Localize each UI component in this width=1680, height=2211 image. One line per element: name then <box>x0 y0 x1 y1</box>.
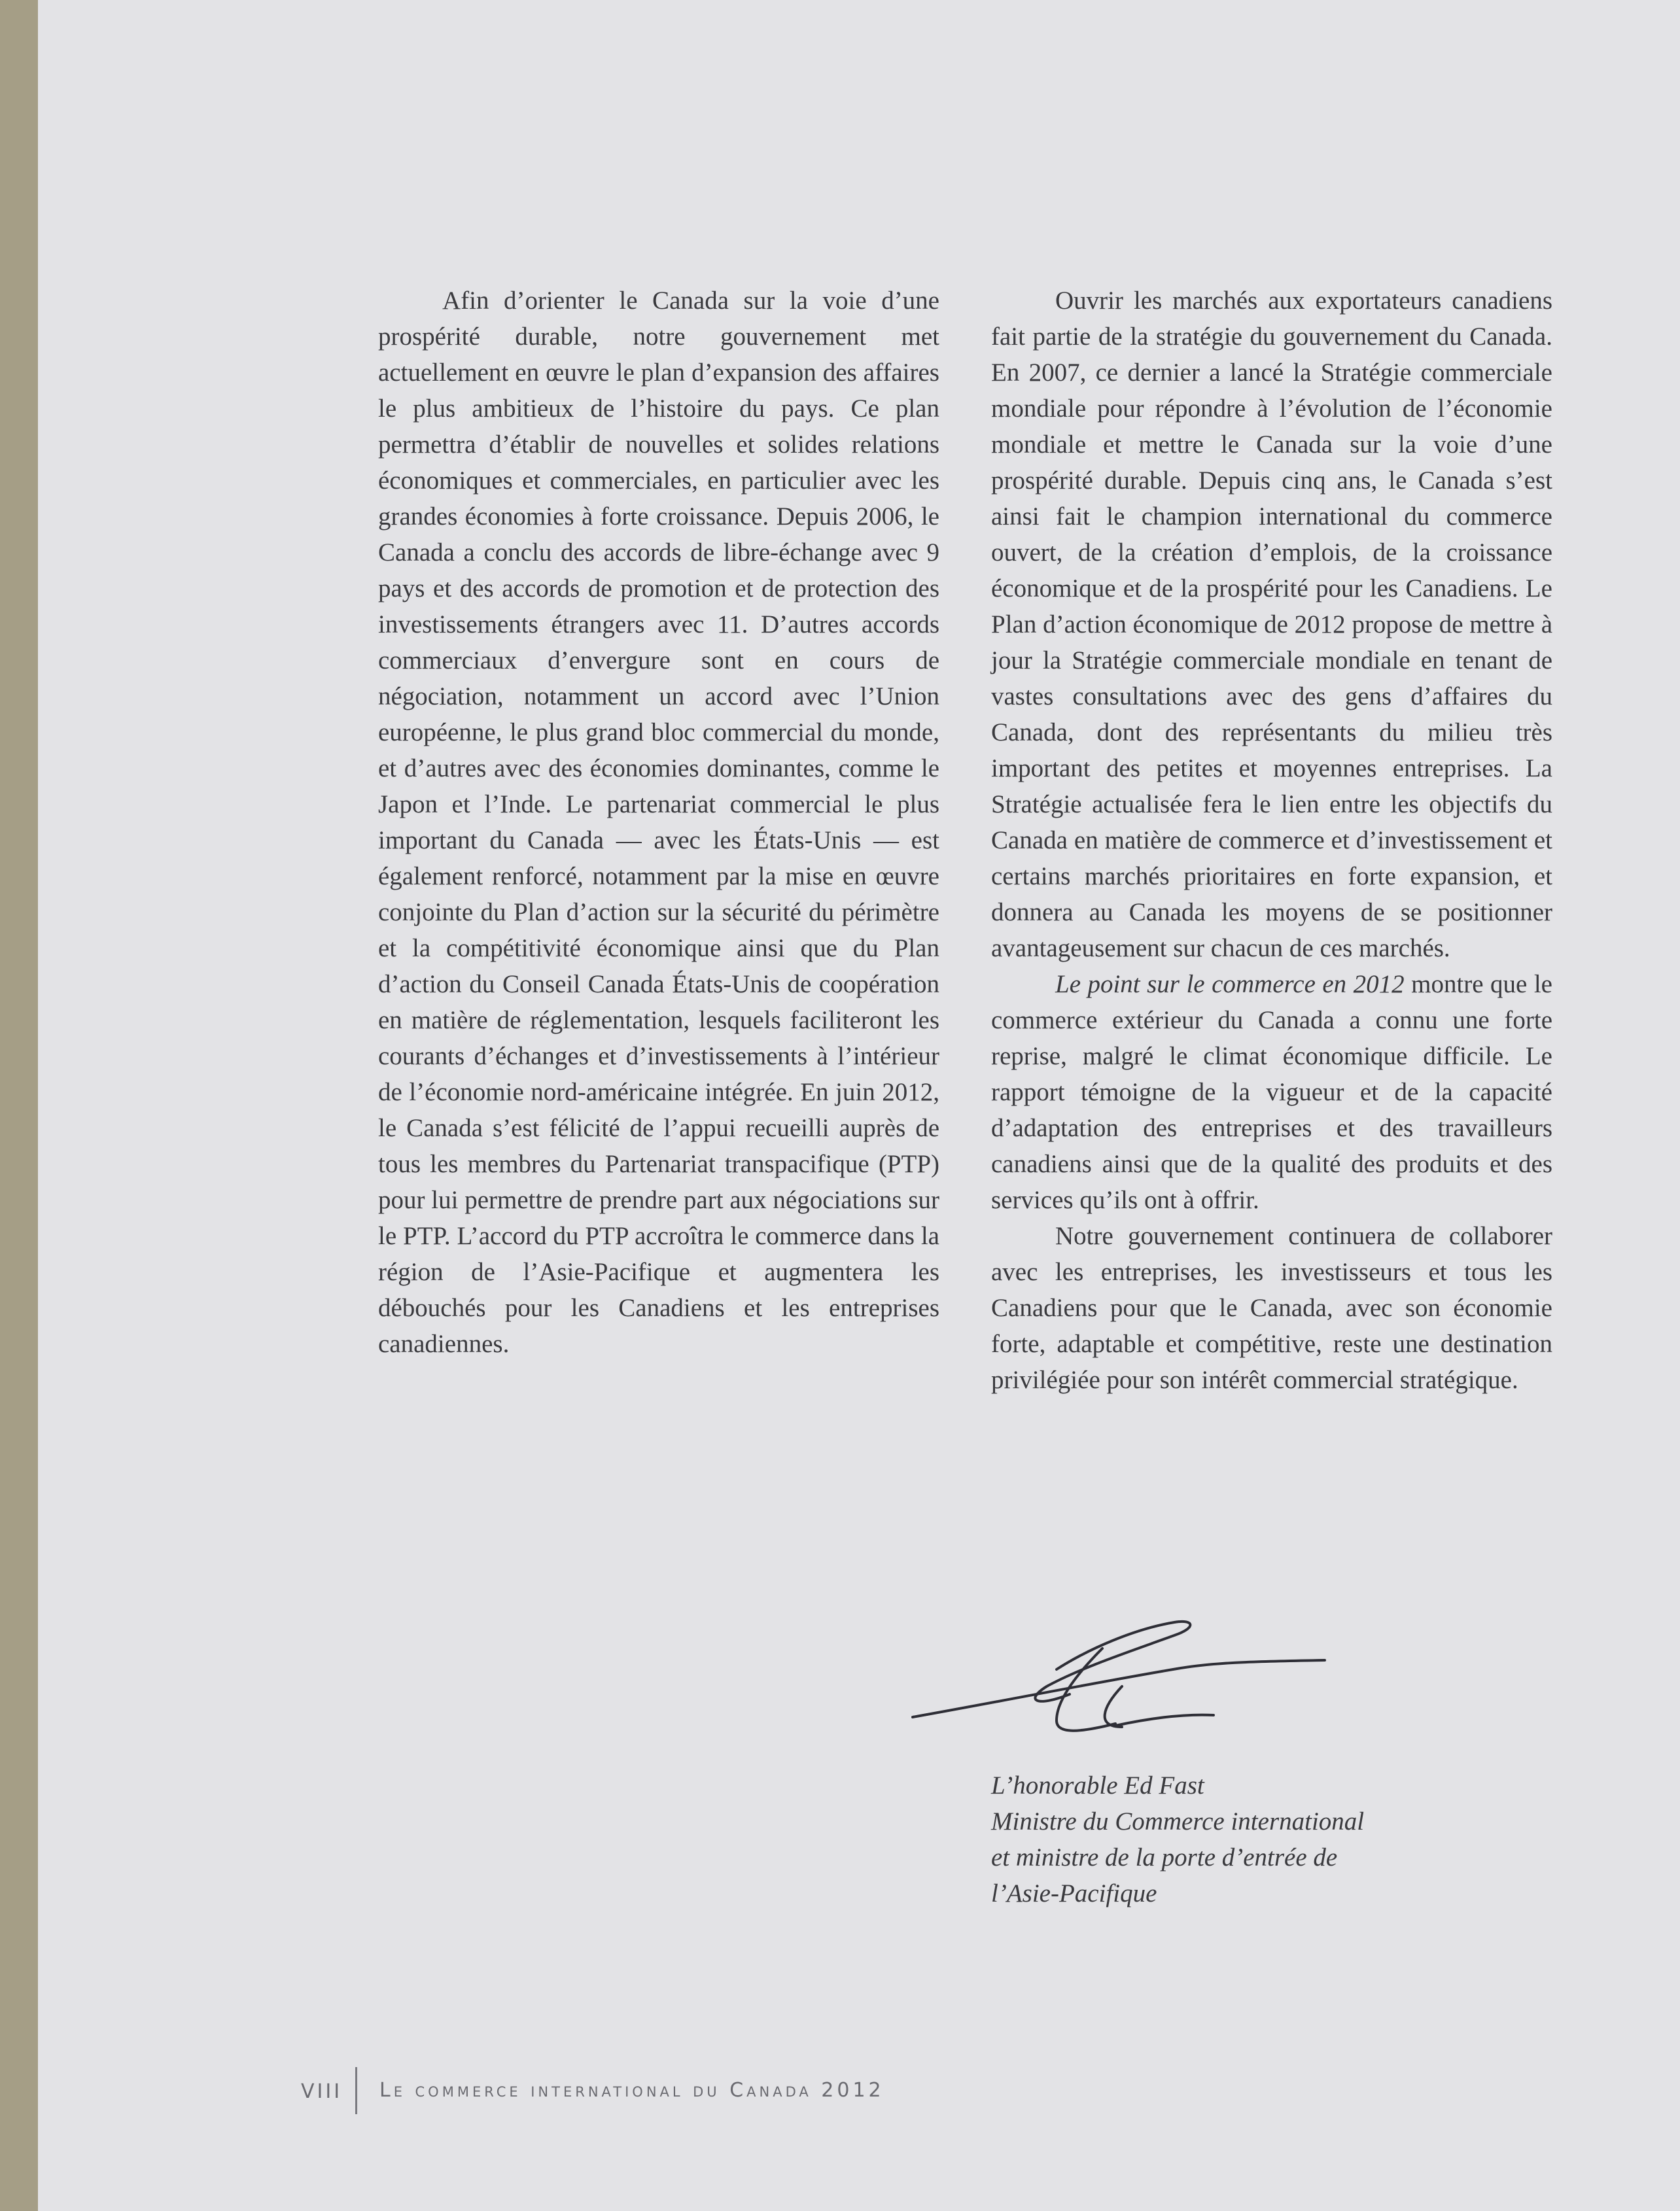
right-column <box>991 283 1552 1398</box>
left-column <box>378 283 939 1362</box>
handwritten-signature <box>906 1609 1331 1750</box>
running-head: Le commerce international du Canada 2012 <box>379 2079 884 2102</box>
page-number: VIII <box>301 2080 343 2103</box>
footer-divider <box>355 2067 357 2114</box>
signatory-title: Ministre du Commerce international <box>991 1807 1365 1836</box>
paragraph: Afin d’orienter le Canada sur la voie d’une prospérité durable, notre gouvernement met actuellement en œuvre le plan d’expansion des affaires le plus ambitieux de l’histoire du pays. Ce plan permettra d’établir de nouvelles et solides relations économiques et commerciales, en particulier avec les grandes économies à forte croissance. Depuis 2006, le Canada a conclu des accords de libre-échange avec 9 pays et des accords de promotion et de protection des investissements étrangers avec 11. D’autres accords commerciaux d’envergure sont en cours de négociation, notamment un accord avec l’Union européenne, le plus grand bloc commercial du monde, et d’autres avec des économies dominantes, comme le Japon et l’Inde. Le partenariat commercial le plus important du Canada — avec les États-Unis — est également renforcé, notamment par la mise en œuvre conjointe du Plan d’action sur la sécurité du périmètre et la compétitivité économique ainsi que du Plan d’action du Conseil Canada États-Unis de coopération en matière de réglementation, lesquels faciliteront les courants d’échanges et d’investissements à l’intérieur de l’économie nord-américaine intégrée. En juin 2012, le Canada s’est félicité de l’appui recueilli auprès de tous les membres du Partenariat transpacifique (PTP) pour lui permettre de prendre part aux négociations sur le PTP. L’accord du PTP accroîtra le commerce dans la région de l’Asie-Pacifique et augmentera les débouchés pour les Canadiens et les entreprises canadiennes. <box>378 287 939 1358</box>
signatory-title: et ministre de la porte d’entrée de <box>991 1843 1338 1872</box>
report-title: Le point sur le commerce en 2012 <box>1055 970 1405 998</box>
signature-block <box>991 1767 1580 1911</box>
binding-spine <box>0 0 38 2211</box>
paragraph: Notre gouvernement continuera de collaborer avec les entreprises, les investisseurs et tous les Canadiens pour que le Canada, avec son économie forte, adaptable et compétitive, reste une destination privilégiée pour son intérêt commercial stratégique. <box>991 1222 1552 1394</box>
paragraph-text: montre que le commerce extérieur du Canada a connu une forte reprise, malgré le climat économique difficile. Le rapport témoigne de la vigueur et de la capacité d’adaptation des entreprises et des travailleurs canadiens ainsi que de la qualité des produits et des services qu’ils ont à offrir. <box>991 970 1552 1214</box>
paragraph: Ouvrir les marchés aux exportateurs canadiens fait partie de la stratégie du gouvernement du Canada. En 2007, ce dernier a lancé la Stratégie commerciale mondiale pour répondre à l’évolution de l’économie mondiale et mettre le Canada sur la voie d’une prospérité durable. Depuis cinq ans, le Canada s’est ainsi fait le champion international du commerce ouvert, de la création d’emplois, de la croissance économique et de la prospérité pour les Canadiens. Le Plan d’action économique de 2012 propose de mettre à jour la Stratégie commerciale mondiale en tenant de vastes consultations avec des gens d’affaires du Canada, dont des représentants du milieu très important des petites et moyennes entreprises. La Stratégie actualisée fera le lien entre les objectifs du Canada en matière de commerce et d’investissement et certains marchés prioritaires en forte expansion, et donnera au Canada les moyens de se positionner avantageusement sur chacun de ces marchés. <box>991 287 1552 962</box>
signatory-name: L’honorable Ed Fast <box>991 1771 1204 1800</box>
signatory-title: l’Asie-Pacifique <box>991 1879 1157 1907</box>
paragraph <box>991 966 1552 1218</box>
